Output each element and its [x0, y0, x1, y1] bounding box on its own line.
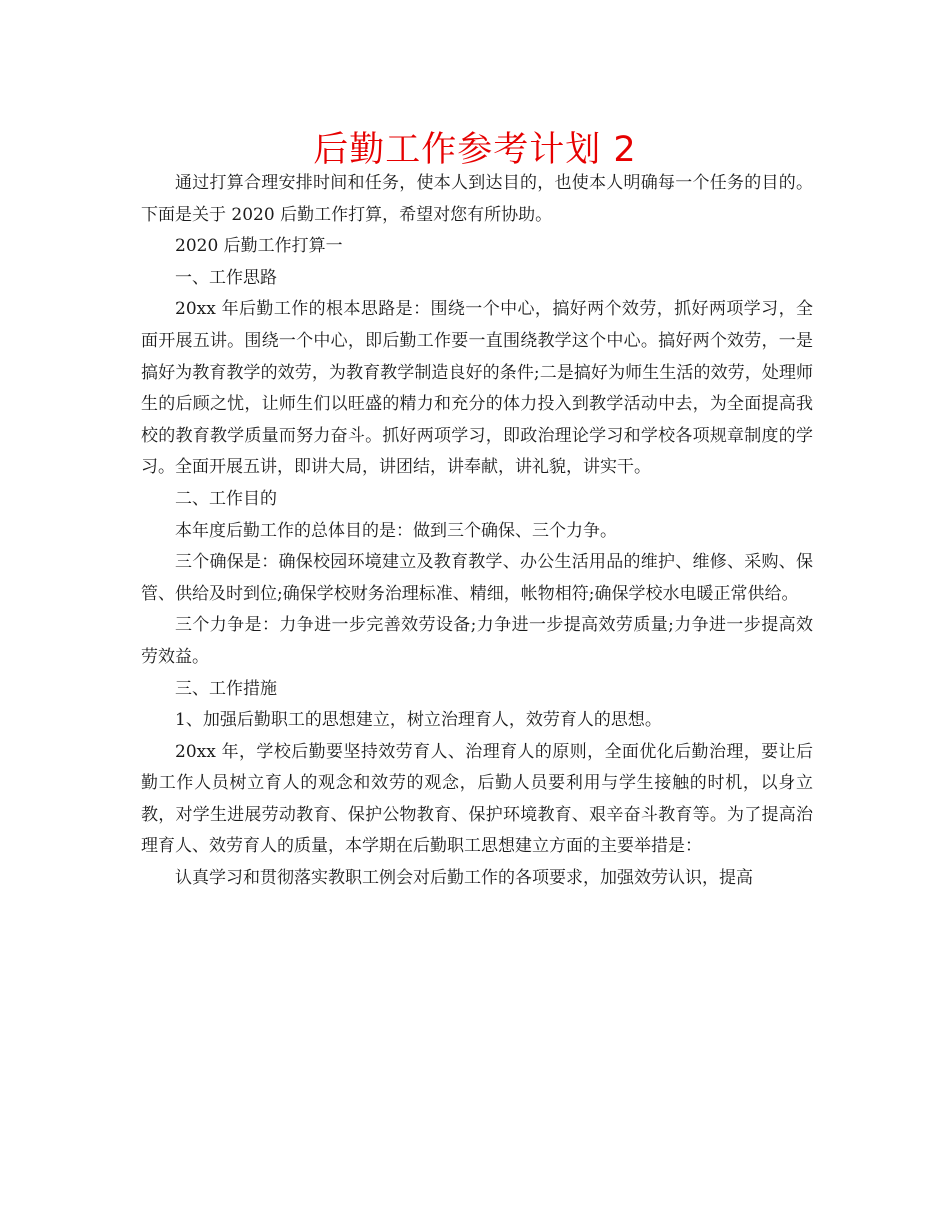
paragraph-measure-1-continued: 认真学习和贯彻落实教职工例会对后勤工作的各项要求，加强效劳认识，提高	[175, 868, 753, 889]
paragraph-goals-overview: 本年度后勤工作的总体目的是：做到三个确保、三个力争。	[175, 520, 617, 541]
paragraph-thinking: 20xx 年后勤工作的根本思路是：围绕一个中心，搞好两个效劳，抓好两项学习，全面开展五讲。围绕一个中心，即后勤工作要一直围绕教学这个中心。搞好两个效劳，一是搞好为教育教学的效劳，为教育教学制造良好的条件;二是搞好为师生生活的效劳，处理师生的后顾之忧，让师生们以旺盛的精力和充分的体力投入到教学活动中去，为全面提高我校的教育教学质量而努力奋斗。抓好两项学习，即政治理论学习和学校各项规章制度的学习。全面开展五讲，即讲大局，讲团结，讲奉献，讲礼貌，讲实干。	[141, 299, 813, 478]
paragraph-three-ensures: 三个确保是：确保校园环境建立及教育教学、办公生活用品的维护、维修、采购、保管、供给及时到位;确保学校财务治理标准、精细，帐物相符;确保学校水电暖正常供给。	[141, 552, 813, 604]
paragraph-three-strives: 三个力争是：力争进一步完善效劳设备;力争进一步提高效劳质量;力争进一步提高效劳效益。	[141, 615, 813, 667]
paragraph-plan-heading: 2020 后勤工作打算一	[175, 236, 343, 257]
section-heading-measures: 三、工作措施	[175, 678, 277, 699]
document-title: 后勤工作参考计划 2	[313, 130, 637, 170]
section-heading-thinking: 一、工作思路	[175, 267, 277, 288]
paragraph-intro: 通过打算合理安排时间和任务，使本人到达目的，也使本人明确每一个任务的目的。下面是关于 2020 后勤工作打算，希望对您有所协助。	[141, 173, 813, 225]
document-body	[141, 168, 813, 895]
section-heading-goals: 二、工作目的	[175, 488, 277, 509]
paragraph-measure-1: 1、加强后勤职工的思想建立，树立治理育人，效劳育人的思想。	[175, 710, 662, 731]
paragraph-measure-1-detail: 20xx 年，学校后勤要坚持效劳育人、治理育人的原则，全面优化后勤治理，要让后勤工作人员树立育人的观念和效劳的观念，后勤人员要利用与学生接触的时机，以身立教，对学生进展劳动教育、保护公物教育、保护环境教育、艰辛奋斗教育等。为了提高治理育人、效劳育人的质量，本学期在后勤职工思想建立方面的主要举措是：	[141, 741, 813, 857]
